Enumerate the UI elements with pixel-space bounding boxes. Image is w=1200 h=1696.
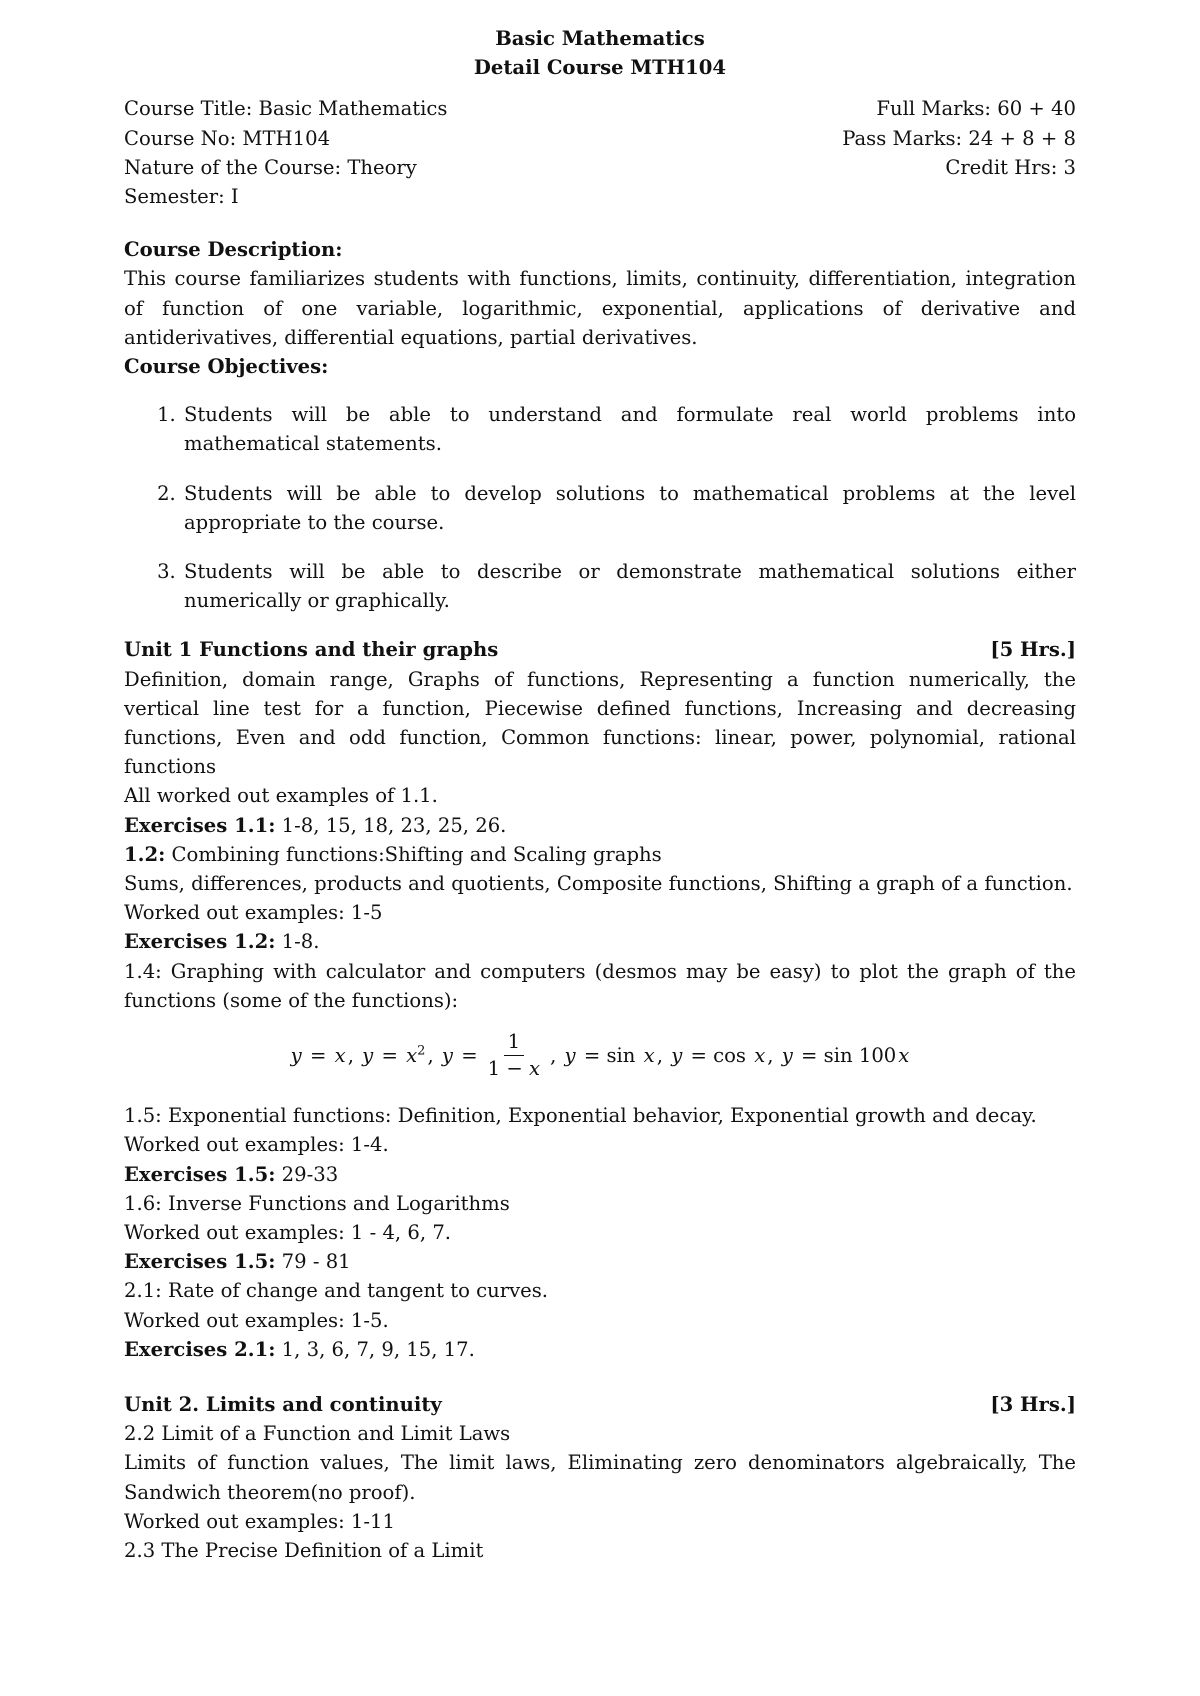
- semester: Semester: I: [124, 185, 239, 209]
- function-equation: y = x , y = $x^2$ , y = $\frac{1}{1 - x}$ , y = sin x , y = cos x , y = sin 100 x: [290, 1030, 910, 1081]
- section-line: 2.3 The Precise Definition of a Limit: [124, 1538, 484, 1562]
- course-info: [124, 94, 1076, 211]
- course-info-row: [124, 94, 1076, 123]
- objectives-list: [124, 400, 1076, 615]
- worked-examples: Worked out examples: 1-11: [124, 1509, 395, 1533]
- objective-item: 2. Students will be able to develop solutions to mathematical problems at the level appropriate to the course.: [182, 479, 1076, 537]
- exercises-text: 1, 3, 6, 7, 9, 15, 17.: [275, 1337, 475, 1361]
- unit1-hours: [5 Hrs.]: [990, 638, 1076, 662]
- exercises-label: Exercises 1.1:: [124, 813, 276, 837]
- course-number: Course No: MTH104: [124, 126, 331, 150]
- worked-examples: All worked out examples of 1.1.: [124, 784, 438, 808]
- section-line: 2.1: Rate of change and tangent to curves.: [124, 1279, 549, 1303]
- course-nature: Nature of the Course: Theory: [124, 155, 417, 179]
- exercises-line: [124, 1160, 1076, 1189]
- section-description: 1.4: Graphing with calculator and computers (desmos may be easy) to plot the graph of the functions (some of the functions):: [124, 959, 1076, 1012]
- course-info-row: [124, 124, 1076, 153]
- exercises-line: [124, 927, 1076, 956]
- unit1-intro: Definition, domain range, Graphs of functions, Representing a function numerically, the vertical line test for a function, Piecewise defined functions, Increasing and decreasing functions, Even and odd function, Common functions: linear, power, polynomial, rational functions: [124, 667, 1076, 779]
- exercises-line: [124, 1335, 1076, 1364]
- unit1-heading: [124, 635, 1076, 664]
- description-heading: Course Description:: [124, 238, 343, 262]
- section-line: 2.2 Limit of a Function and Limit Laws: [124, 1422, 511, 1446]
- worked-examples: Worked out examples: 1-4.: [124, 1133, 389, 1157]
- worked-examples: Worked out examples: 1 - 4, 6, 7.: [124, 1220, 452, 1244]
- section-description: 1.5: Exponential functions: Definition, Exponential behavior, Exponential growth and decay.: [124, 1104, 1037, 1128]
- unit2-heading: [124, 1390, 1076, 1419]
- objective-item: 1. Students will be able to understand and formulate real world problems into mathematical statements.: [182, 400, 1076, 458]
- exercises-line: [124, 1247, 1076, 1276]
- document-subtitle: Detail Course MTH104: [473, 56, 727, 80]
- exercises-text: 79 - 81: [275, 1250, 351, 1274]
- exercises-label: Exercises 1.5:: [124, 1162, 276, 1186]
- unit2-title: Unit 2. Limits and continuity: [124, 1392, 442, 1416]
- section-label: 1.2:: [124, 842, 166, 866]
- section-description: Sums, differences, products and quotients, Composite functions, Shifting a graph of a function.: [124, 872, 1073, 896]
- document-page: [124, 24, 1076, 1565]
- objectives-heading: Course Objectives:: [124, 355, 329, 379]
- exercises-label: Exercises 1.2:: [124, 930, 276, 954]
- course-info-row: [124, 153, 1076, 182]
- worked-examples: Worked out examples: 1-5: [124, 901, 383, 925]
- full-marks: Full Marks: 60 + 40: [876, 97, 1076, 121]
- section-description: Limits of function values, The limit laws, Eliminating zero denominators algebraically, The Sandwich theorem(no proof).: [124, 1451, 1076, 1504]
- unit1-title: Unit 1 Functions and their graphs: [124, 638, 499, 662]
- worked-examples: Worked out examples: 1-5.: [124, 1308, 389, 1332]
- objective-item: 3. Students will be able to describe or demonstrate mathematical solutions either numerically or graphically.: [182, 557, 1076, 615]
- credit-hours: Credit Hrs: 3: [945, 155, 1076, 179]
- exercises-text: 1-8, 15, 18, 23, 25, 26.: [275, 813, 507, 837]
- exercises-text: 1-8.: [275, 930, 320, 954]
- section-text: Combining functions:Shifting and Scaling graphs: [165, 842, 662, 866]
- section-line: [124, 840, 1076, 869]
- document-title: Basic Mathematics: [495, 27, 705, 50]
- exercises-text: 29-33: [275, 1162, 339, 1186]
- exercises-label: Exercises 1.5:: [124, 1250, 276, 1274]
- exercises-label: Exercises 2.1:: [124, 1337, 276, 1361]
- course-info-row: [124, 182, 1076, 211]
- pass-marks: Pass Marks: 24 + 8 + 8: [842, 126, 1076, 150]
- section-line: 1.6: Inverse Functions and Logarithms: [124, 1191, 510, 1215]
- unit2-hours: [3 Hrs.]: [990, 1392, 1076, 1416]
- description-text: This course familiarizes students with functions, limits, continuity, differentiation, integration of function of one variable, logarithmic, exponential, applications of derivative and antiderivatives, differential equations, partial derivatives.: [124, 267, 1076, 349]
- course-title: Course Title: Basic Mathematics: [124, 97, 448, 121]
- exercises-line: [124, 811, 1076, 840]
